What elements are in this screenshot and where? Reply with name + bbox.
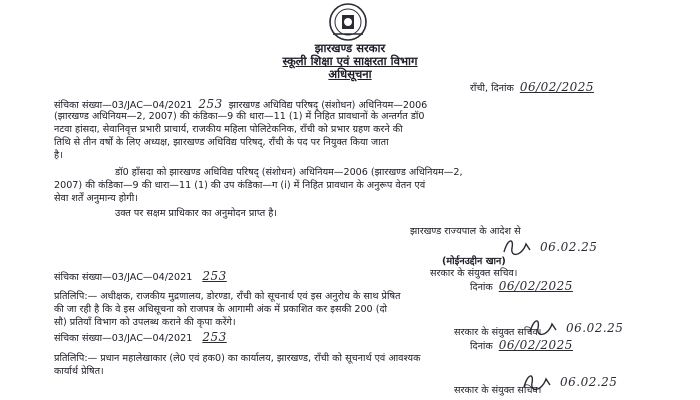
signatory-name: (मोईनउद्दीन खान) <box>442 256 506 267</box>
date-line: राँची, दिनांक 06/02/2025 <box>470 80 595 94</box>
notice-type: अधिसूचना <box>328 67 372 81</box>
copy2-file-line: संचिका संख्या—03/JAC—04/2021 253 <box>54 330 227 344</box>
issue-date: 06/02/2025 <box>519 80 595 94</box>
signature2-designation: सरकार के संयुक्त सचिव। <box>454 327 542 338</box>
para2-line3: सेवा शर्तें अनुमान्य होगी। <box>54 193 138 204</box>
signature2-date: 06.02.25 <box>566 321 624 335</box>
para2-line1: डॉ0 हाँसदा को झारखण्ड अधिविद्य परिषद् (संशोधन) अधिनियम—2006 (झारखण्ड अधिनियम—2, <box>115 167 463 178</box>
state-emblem-icon <box>325 2 371 42</box>
para1-line5: है। <box>54 150 63 161</box>
copy1-file-line: संचिका संख्या—03/JAC—04/2021 253 <box>54 269 227 283</box>
letter-number: 253 <box>198 97 223 111</box>
para1-line3: नटवा हांसदा, सेवानिवृत्त प्रभारी प्राचार्य, राजकीय महिला पोलिटेकनिक, राँची को प्रभार ग्रहण करने की <box>54 124 403 135</box>
para1-line2: (झारखण्ड अधिनियम—2, 2007) की कंडिका—9 की धारा—11 (1) में निहित प्रावधानों के अन्तर्गत डॉ0 <box>54 111 425 122</box>
signature3-designation: सरकार के संयुक्त सचिव। <box>454 385 542 396</box>
para1-line4: तिथि से तीन वर्षों के लिए अध्यक्ष, झारखण्ड अधिविद्य परिषद्, राँची के पद पर नियुक्त किया जाता <box>54 137 389 148</box>
signature1-designation: सरकार के संयुक्त सचिव। <box>430 268 518 279</box>
para2-line2: 2007) की कंडिका—9 की धारा—11 (1) की उप कंडिका—ग (i) में निहित प्रावधान के अनुरूप वेतन एवं <box>54 180 426 191</box>
copy1-line1: प्रतिलिपि:— अधीक्षक, राजकीय मुद्रणालय, डोरण्डा, राँची को सूचनार्थ एवं इस अनुरोध के साथ प्रेषित <box>54 291 401 302</box>
signature1-date-line: दिनांक 06/02/2025 <box>470 279 573 293</box>
department-name: स्कूली शिक्षा एवं साक्षरता विभाग <box>282 54 418 68</box>
order-line: झारखण्ड राज्यपाल के आदेश से <box>410 226 521 237</box>
signature-scribble-2-icon <box>526 316 566 338</box>
para1-line1: संचिका संख्या—03/JAC—04/2021 253 झारखण्ड अधिविद्य परिषद् (संशोधन) अधिनियम—2006 <box>54 97 428 111</box>
signature1-date: 06.02.25 <box>540 240 598 254</box>
copy1-line2: की जा रही है कि वे इस अधिसूचना को राजपत्र के आगामी अंक में प्रकाशित कर इसकी 200 (दो <box>54 304 388 315</box>
signature2-date-line: दिनांक 06/02/2025 <box>470 338 573 352</box>
copy2-line1: प्रतिलिपि:— प्रधान महालेखाकार (ले0 एवं हक0) का कार्यालय, झारखण्ड, राँची को सूचनार्थ एवं आवश्यक <box>54 353 421 364</box>
approval-line: उक्त पर सक्षम प्राधिकार का अनुमोदन प्राप्त है। <box>115 208 278 219</box>
copy1-line3: सौ) प्रतियाँ विभाग को उपलब्ध कराने की कृपा करेंगे। <box>54 317 236 328</box>
copy2-line2: कार्यार्थ प्रेषित। <box>54 366 104 377</box>
signature3-date: 06.02.25 <box>560 375 618 389</box>
government-name: झारखण्ड सरकार <box>314 41 386 55</box>
signature-scribble-1-icon <box>500 236 540 258</box>
